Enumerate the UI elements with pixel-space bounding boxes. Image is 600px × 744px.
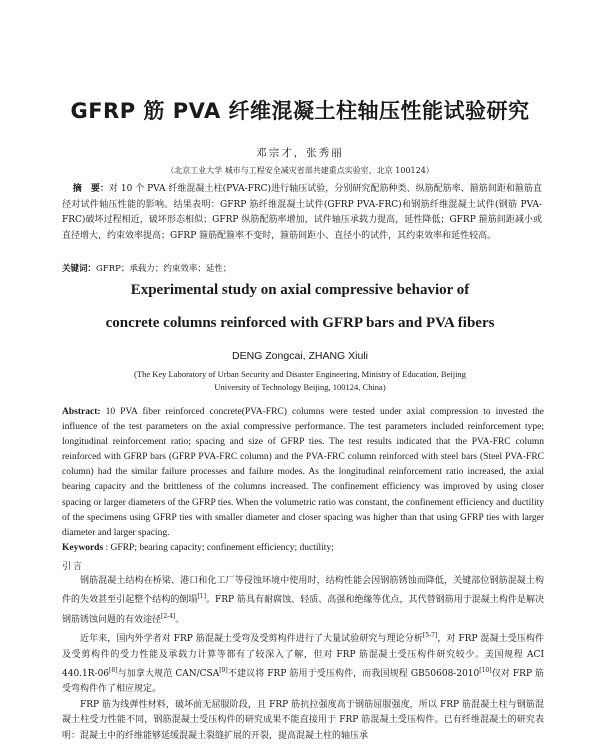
citation-ref: [10] <box>479 667 492 675</box>
abstract-cn <box>62 182 542 244</box>
authors-en: DENG Zongcai, ZHANG Xiuli <box>232 350 368 362</box>
citation-ref: [2-4] <box>161 612 176 620</box>
body-text-span: 。FRP 筋具有耐腐蚀、轻质、高强和绝缘等优点，其代替钢筋用于混凝土构件是解决钢筋锈蚀问题的有效途径 <box>62 595 544 625</box>
citation-ref: [1] <box>197 593 206 601</box>
authors-cn: 邓宗才，张秀丽 <box>256 147 344 159</box>
citation-ref: [8] <box>109 667 118 675</box>
keywords-cn-text: GFRP；承载力；约束效率；延性； <box>96 264 232 274</box>
abstract-en-label: Abstract: <box>62 407 101 417</box>
citation-ref: [5-7] <box>422 632 438 640</box>
keywords-en-label: Keywords <box>62 543 104 553</box>
body-paragraph-1 <box>62 574 544 628</box>
body-text-span: ，对 FRP 混凝土受压构件及受剪构件的受力性能及承载力计算等都有了较深入了解，但对 FRP 筋混凝土受压构件研究较少。美国规程 ACI 440.1R-06 <box>62 634 544 680</box>
body-text-span: 钢筋混凝土结构在桥梁、港口和化工厂等侵蚀环境中使用时，结构性能会因钢筋锈蚀而降低，关键部位钢筋混凝土构件的失效甚至引起整个结构的倒塌 <box>62 576 544 606</box>
paper-title-en-line2: concrete columns reinforced with GFRP bars and PVA fibers <box>105 315 495 331</box>
body-paragraph-2 <box>62 628 544 698</box>
abstract-cn-label: 摘 要： <box>72 184 109 194</box>
abstract-en-text: 10 PVA fiber reinforced concrete(PVA-FRC) columns were tested under axial compression to invested the influence of the test parameters on the axial compressive performance. The test parameters included reinforcement type; longitudinal reinforcement ratio; spacing and size of GFRP ties. The test results indicated that the PVA-FRC column reinforced with GFRP bars (GFRP PVA-FRC column) and the PVA-FRC column reinforced with steel bars (Steel PVA-FRC column) had the similar failure processes and failure modes. As the longitudinal reinforcement ratio increased, the axial bearing capacity and the brittleness of the columns increased. The confinement efficiency was improved by using closer spacing or larger diameters of the GFRP ties. When the volumetric ratio was constant, the confinement efficiency and ductility of the specimens using GFRP ties with smaller diameter and closer spacing was higher than that using GFRP ties with larger diameter and larger spacing. <box>62 407 544 538</box>
paper-title-cn: GFRP 筋 PVA 纤维混凝土柱轴压性能试验研究 <box>70 99 530 123</box>
body-text-cn <box>62 574 544 744</box>
abstract-en <box>62 405 544 541</box>
body-text-span: 与加拿大规范 CAN/CSA <box>117 669 220 680</box>
body-paragraph-3: FRP 筋为线弹性材料，破坏前无屈服阶段，且 FRP 筋抗拉强度高于钢筋屈服强度，所以 FRP 筋混凝土柱与钢筋混凝土柱受力性能不同，钢筋混凝土受压构件的研究成果不能直接用于 FRP 筋混凝土受压构件。已有纤维混凝土的研究表明：混凝土中的纤维能够延缓混凝土裂缝扩展的开裂，提高混凝土柱的轴压承 <box>62 699 544 741</box>
body-text-span: 。 <box>175 614 185 625</box>
keywords-en <box>62 543 544 553</box>
paper-title-en-line1: Experimental study on axial compressive behavior of <box>130 282 470 298</box>
keywords-cn <box>62 262 542 274</box>
body-text-span: 仅对 FRP 筋受弯构件作了相应规定。 <box>62 669 544 695</box>
citation-ref: [9] <box>219 667 228 675</box>
abstract-cn-text: 对 10 个 PVA 纤维混凝土柱(PVA-FRC)进行轴压试验，分别研究配筋种类、纵筋配筋率、箍筋间距和箍筋直径对试件轴压性能的影响。结果表明：GFRP 筋纤维混凝土试件(GFRP PVA-FRC)和钢筋纤维混凝土试件(钢筋 PVA-FRC)破坏过程相近，破坏形态相似；GFRP 纵筋配筋率增加，试件轴压承载力提高，延性降低；GFRP 箍筋间距减小或直径增大，约束效率提高；GFRP 箍筋配箍率不变时，箍筋间距小、直径小的试件，其约束效率和延性较高。 <box>62 184 542 241</box>
keywords-en-text: : GFRP; bearing capacity; confinement efficiency; ductility; <box>105 543 334 553</box>
affiliation-cn: （北京工业大学 城市与工程安全减灾省部共建重点实验室，北京 100124） <box>166 166 434 175</box>
section-heading-introduction: 引言 <box>62 562 85 572</box>
affiliation-en: (The Key Laboratory of Urban Security and Disaster Engineering, Ministry of Education, Beijing University of Technology Beijing, 100124, China) <box>134 369 466 392</box>
body-text-span: 不建议将 FRP 筋用于受压构件，而我国规程 GB50608-2010 <box>227 669 480 680</box>
keywords-cn-label: 关键词： <box>62 264 97 274</box>
body-text-span: 近年来，国内外学者对 FRP 筋混凝土受弯及受剪构件进行了大量试验研究与理论分析 <box>80 634 423 645</box>
